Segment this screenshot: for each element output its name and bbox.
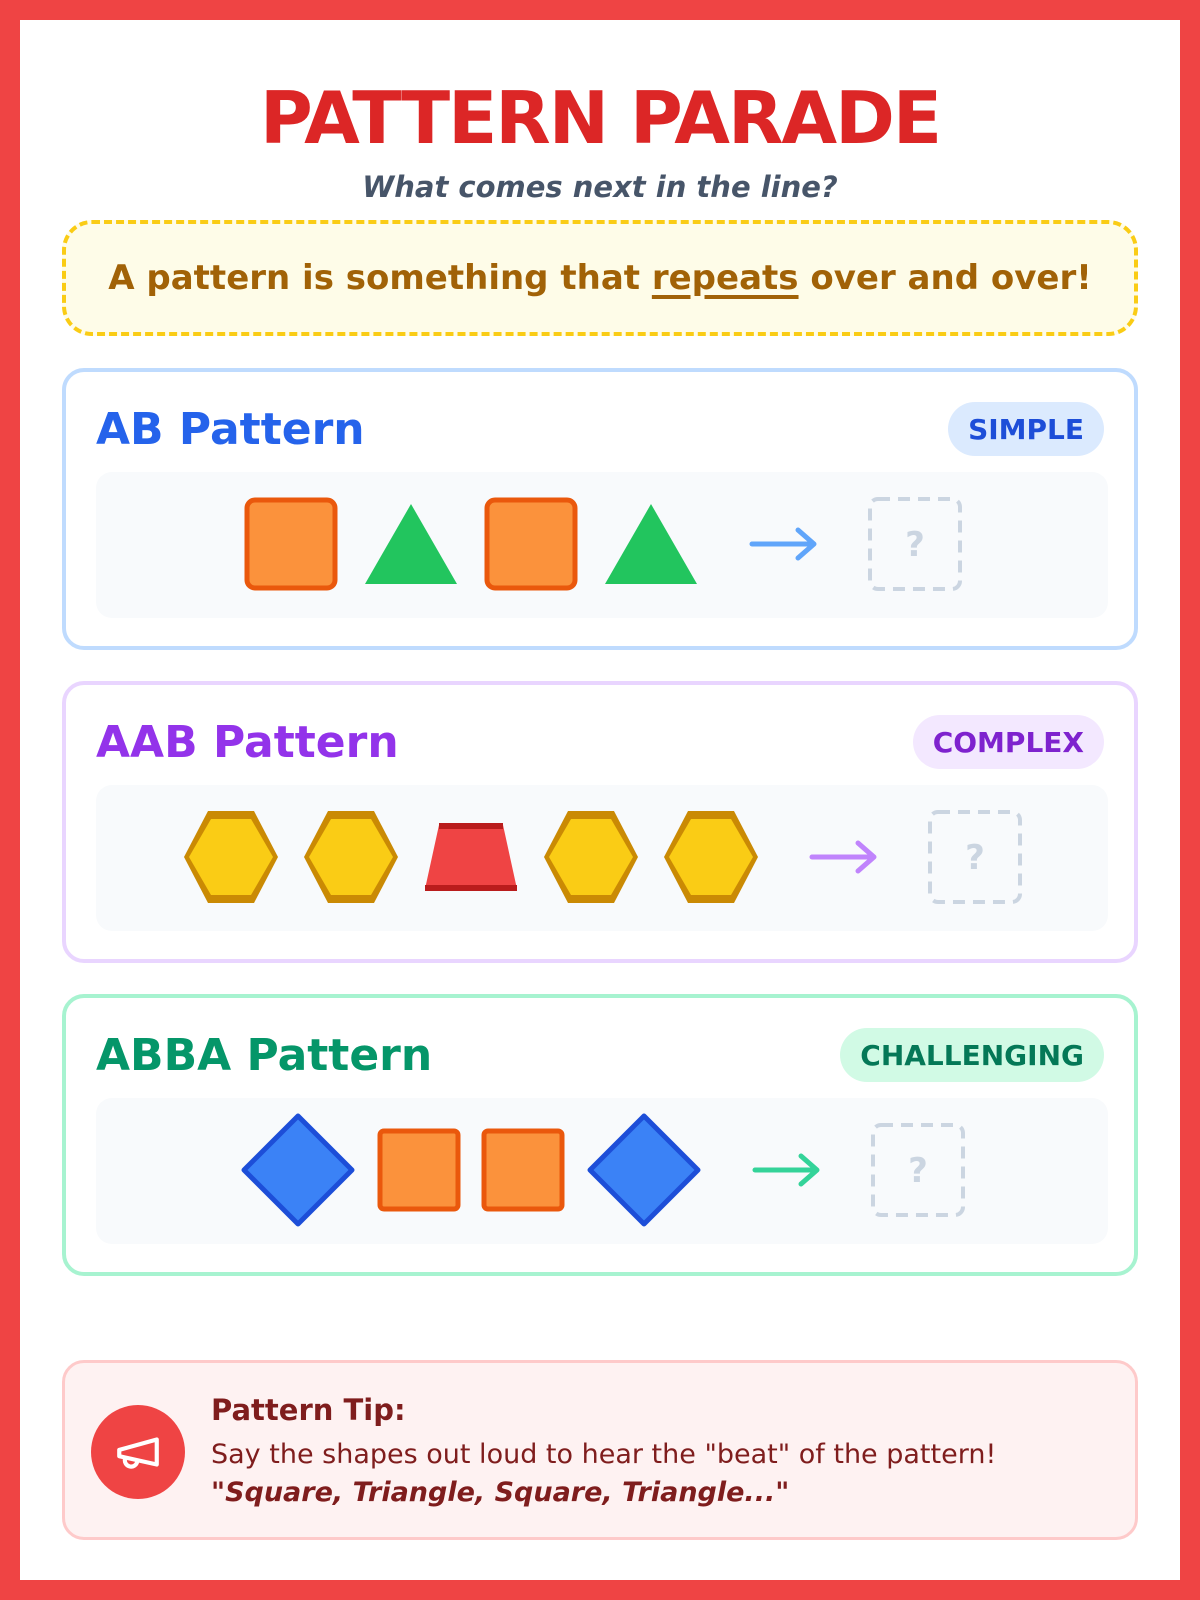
difficulty-badge: CHALLENGING (840, 1028, 1104, 1082)
square-icon (484, 1131, 562, 1209)
next-shape-slot[interactable] (930, 812, 1020, 902)
next-shape-slot[interactable] (870, 499, 960, 589)
hexagon-icon (544, 811, 638, 903)
hexagon-icon (304, 811, 398, 903)
poster (20, 20, 1180, 1580)
pattern-title: ABBA Pattern (96, 1030, 433, 1081)
pattern-sequence (96, 1098, 1108, 1244)
arrow-right-icon (812, 843, 874, 871)
megaphone-icon (91, 1405, 185, 1499)
next-shape-slot[interactable] (873, 1125, 963, 1215)
page-title: PATTERN PARADE (259, 76, 941, 160)
question-mark: ? (908, 1151, 928, 1191)
pattern-card-abba (62, 994, 1138, 1276)
arrow-right-icon (755, 1156, 817, 1184)
diamond-icon (590, 1116, 698, 1224)
pattern-card-aab (62, 681, 1138, 963)
pattern-strip (96, 785, 1108, 931)
triangle-icon (365, 504, 457, 584)
difficulty-badge: SIMPLE (948, 402, 1104, 456)
tip-quote: "Square, Triangle, Square, Triangle..." (211, 1477, 790, 1508)
definition-box (62, 220, 1138, 336)
trapezoid-icon (425, 823, 517, 891)
definition-keyword: repeats (651, 258, 799, 298)
tip-box (62, 1360, 1138, 1540)
pattern-title: AAB Pattern (96, 717, 399, 768)
pattern-strip (96, 472, 1108, 618)
definition-text-end: over and over! (798, 258, 1092, 298)
page-subtitle: What comes next in the line? (362, 170, 838, 204)
hexagon-icon (664, 811, 758, 903)
pattern-sequence (96, 472, 1108, 618)
pattern-sequence (96, 785, 1108, 931)
arrow-right-icon (752, 530, 814, 558)
square-icon (380, 1131, 458, 1209)
pattern-title: AB Pattern (96, 404, 365, 455)
hexagon-icon (184, 811, 278, 903)
question-mark: ? (905, 525, 925, 565)
difficulty-badge: COMPLEX (913, 715, 1104, 769)
triangle-icon (605, 504, 697, 584)
square-icon (247, 500, 335, 588)
tip-body: Say the shapes out loud to hear the "beat" of the pattern! (211, 1439, 997, 1470)
diamond-icon (244, 1116, 352, 1224)
question-mark: ? (965, 838, 985, 878)
tip-title: Pattern Tip: (211, 1393, 406, 1427)
definition-text-start: A pattern is something that (108, 258, 652, 298)
square-icon (487, 500, 575, 588)
pattern-strip (96, 1098, 1108, 1244)
pattern-card-ab (62, 368, 1138, 650)
